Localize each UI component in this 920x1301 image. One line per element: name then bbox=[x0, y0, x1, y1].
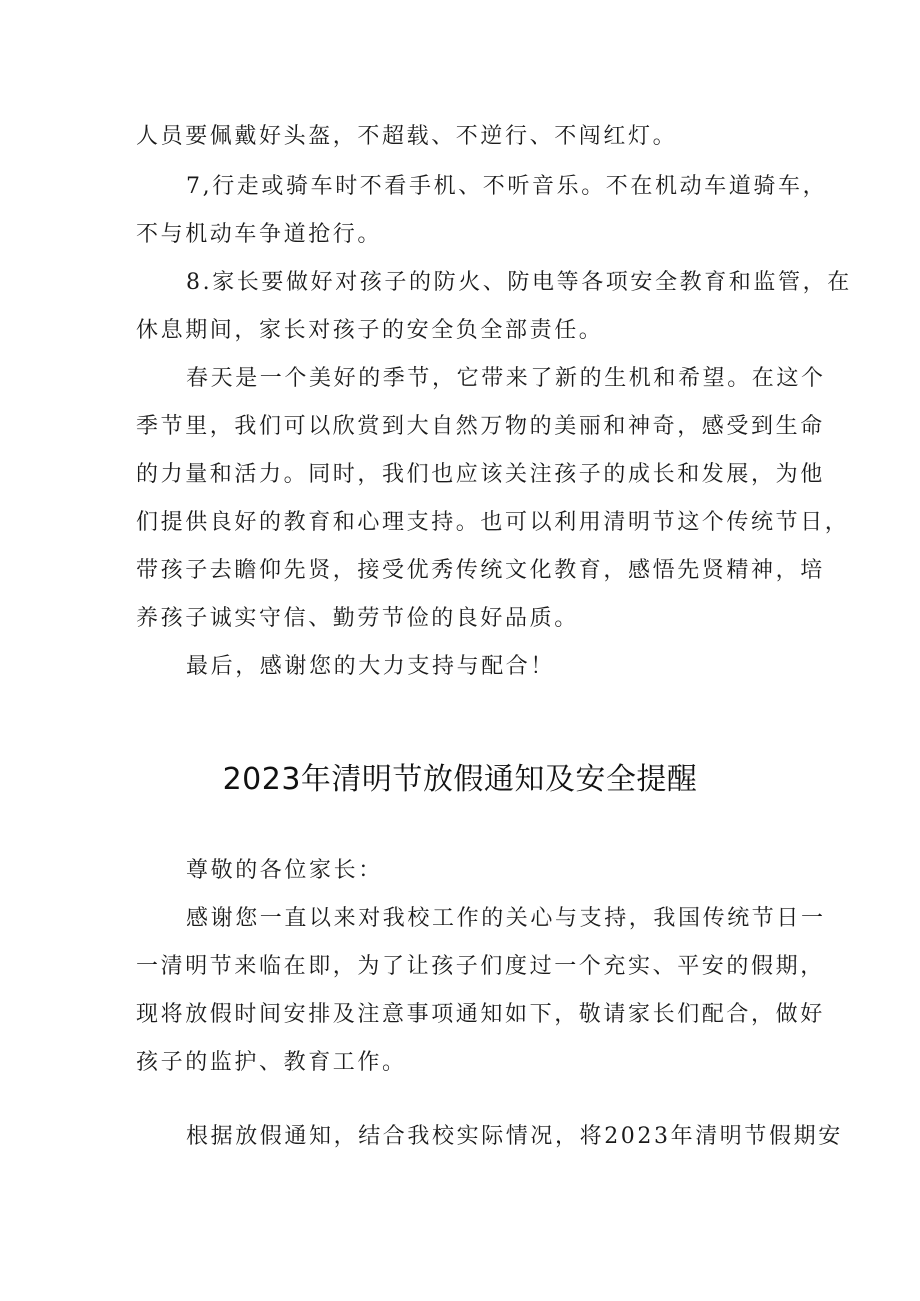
body-line: 们提供良好的教育和心理支持。也可以利用清明节这个传统节日， bbox=[136, 510, 850, 535]
body-line: 人员要佩戴好头盔，不超载、不逆行、不闯红灯。 bbox=[136, 124, 678, 149]
body-line: 养孩子诚实守信、勤劳节俭的良好品质。 bbox=[136, 606, 579, 631]
notice-title: 2023年清明节放假通知及安全提醒 bbox=[222, 762, 698, 797]
closing-line: 最后，感谢您的大力支持与配合！ bbox=[186, 654, 556, 679]
body-line: 带孩子去瞻仰先贤，接受优秀传统文化教育，感悟先贤精神，培 bbox=[136, 558, 825, 583]
body-line: 季节里，我们可以欣赏到大自然万物的美丽和神奇，感受到生命 bbox=[136, 414, 825, 439]
body-line: 8.家长要做好对孩子的防火、防电等各项安全教育和监管，在 bbox=[186, 270, 852, 295]
body-line: 春天是一个美好的季节，它带来了新的生机和希望。在这个 bbox=[186, 366, 826, 391]
body-line: 孩子的监护、教育工作。 bbox=[136, 1050, 407, 1075]
salutation: 尊敬的各位家长： bbox=[186, 858, 383, 883]
body-line: 休息期间，家长对孩子的安全负全部责任。 bbox=[136, 318, 604, 343]
body-line: 现将放假时间安排及注意事项通知如下，敬请家长们配合，做好 bbox=[136, 1002, 825, 1027]
body-line: 感谢您一直以来对我校工作的关心与支持，我国传统节日一 bbox=[186, 906, 826, 931]
body-line: 根据放假通知，结合我校实际情况，将2023年清明节假期安 bbox=[186, 1124, 843, 1149]
body-line: 不与机动车争道抢行。 bbox=[136, 222, 383, 247]
body-line: 的力量和活力。同时，我们也应该关注孩子的成长和发展，为他 bbox=[136, 462, 825, 487]
body-line: 一清明节来临在即，为了让孩子们度过一个充实、平安的假期， bbox=[136, 954, 825, 979]
body-line: 7,行走或骑车时不看手机、不听音乐。不在机动车道骑车， bbox=[186, 174, 828, 199]
